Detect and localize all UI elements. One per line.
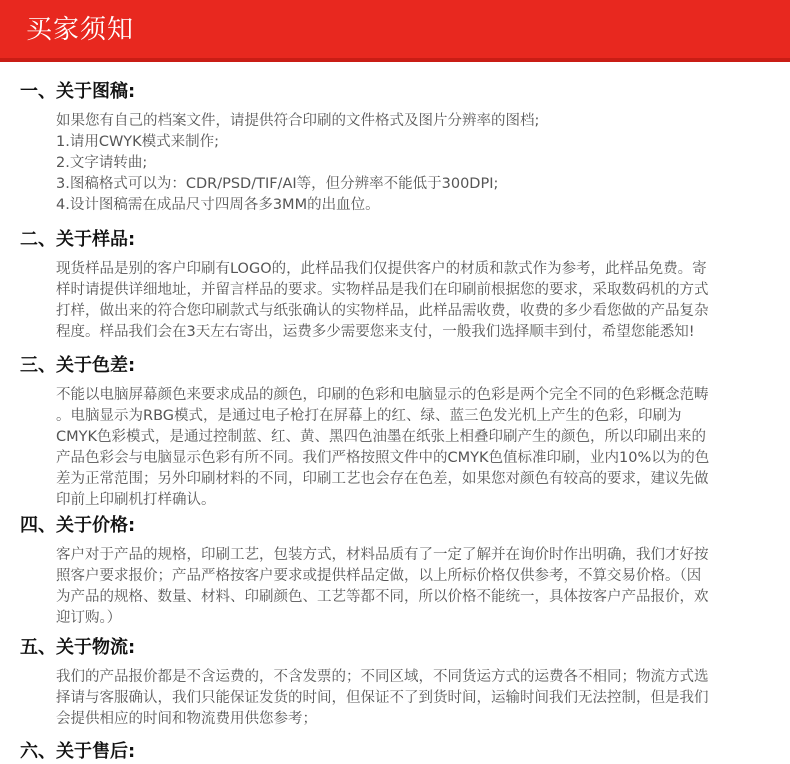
section-line: 打样，做出来的符合您印刷款式与纸张确认的实物样品，此样品需收费，收费的多少看您做的产品复杂 bbox=[56, 303, 709, 319]
section-heading-pricing: 四、关于价格: bbox=[20, 515, 136, 536]
section-line: 为产品的规格、数量、材料、印刷颜色、工艺等都不同，所以价格不能统一，具体按客户产品报价，欢 bbox=[56, 589, 709, 605]
section-body-pricing bbox=[56, 545, 778, 629]
section-heading-samples: 二、关于样品: bbox=[20, 229, 136, 250]
section-line: 择请与客服确认，我们只能保证发货的时间，但保证不了到货时间，运输时间我们无法控制，但是我们 bbox=[56, 690, 709, 706]
section-body-logistics bbox=[56, 667, 778, 730]
section-line: 产品色彩会与电脑显示色彩有所不同。我们严格按照文件中的CMYK色值标准印刷，业内10%以为的色 bbox=[56, 450, 710, 466]
section-line: 客户对于产品的规格，印刷工艺，包装方式，材料品质有了一定了解并在询价时作出明确，我们才好按 bbox=[56, 547, 709, 563]
section-line: 3.图稿格式可以为：CDR/PSD/TIF/AI等，但分辨率不能低于300DPI; bbox=[56, 176, 499, 192]
page-title: 买家须知 bbox=[26, 15, 135, 45]
section-body-color-difference bbox=[56, 385, 778, 511]
section-line: 现货样品是别的客户印刷有LOGO的，此样品我们仅提供客户的材质和款式作为参考，此样品免费。寄 bbox=[56, 261, 707, 277]
section-heading-after-sales: 六、关于售后: bbox=[20, 741, 136, 762]
section-line: 样时请提供详细地址，并留言样品的要求。实物样品是我们在印刷前根据您的要求，采取数码机的方式 bbox=[56, 282, 709, 298]
section-line: 不能以电脑屏幕颜色来要求成品的颜色，印刷的色彩和电脑显示的色彩是两个完全不同的色彩概念范畴 bbox=[56, 387, 709, 403]
section-line: 2.文字请转曲; bbox=[56, 155, 148, 171]
section-line: 差为正常范围；另外印刷材料的不同，印刷工艺也会存在色差，如果您对颜色有较高的要求，建议先做 bbox=[56, 471, 709, 487]
section-line: 照客户要求报价；产品严格按客户要求或提供样品定做，以上所标价格仅供参考，不算交易价格。（因 bbox=[56, 568, 702, 584]
section-line: CMYK色彩模式，是通过控制蓝、红、黄、黑四色油墨在纸张上相叠印刷产生的颜色，所以印刷出来的 bbox=[56, 429, 706, 445]
section-line: 我们的产品报价都是不含运费的，不含发票的；不同区域，不同货运方式的运费各不相同；物流方式选 bbox=[56, 669, 709, 685]
section-heading-logistics: 五、关于物流: bbox=[20, 637, 136, 658]
section-line: 1.请用CWYK模式来制作; bbox=[56, 134, 220, 150]
section-line: 如果您有自己的档案文件，请提供符合印刷的文件格式及图片分辨率的图档; bbox=[56, 113, 540, 129]
section-line: 迎订购。） bbox=[56, 610, 122, 626]
section-line: 。电脑显示为RBG模式，是通过电子枪打在屏幕上的红、绿、蓝三色发光机上产生的色彩，印刷为 bbox=[56, 408, 682, 424]
section-heading-artwork: 一、关于图稿: bbox=[20, 81, 136, 102]
section-body-artwork bbox=[56, 111, 778, 216]
section-line: 会提供相应的时间和物流费用供您参考； bbox=[56, 711, 317, 727]
section-line: 4.设计图稿需在成品尺寸四周各多3MM的出血位。 bbox=[56, 197, 380, 213]
header-banner bbox=[0, 0, 790, 62]
section-body-samples bbox=[56, 259, 778, 343]
section-line: 程度。样品我们会在3天左右寄出，运费多少需要您来支付，一般我们选择顺丰到付，希望您能悉知! bbox=[56, 324, 695, 340]
section-line: 印前上印刷机打样确认。 bbox=[56, 492, 216, 508]
section-heading-color-difference: 三、关于色差: bbox=[20, 355, 136, 376]
